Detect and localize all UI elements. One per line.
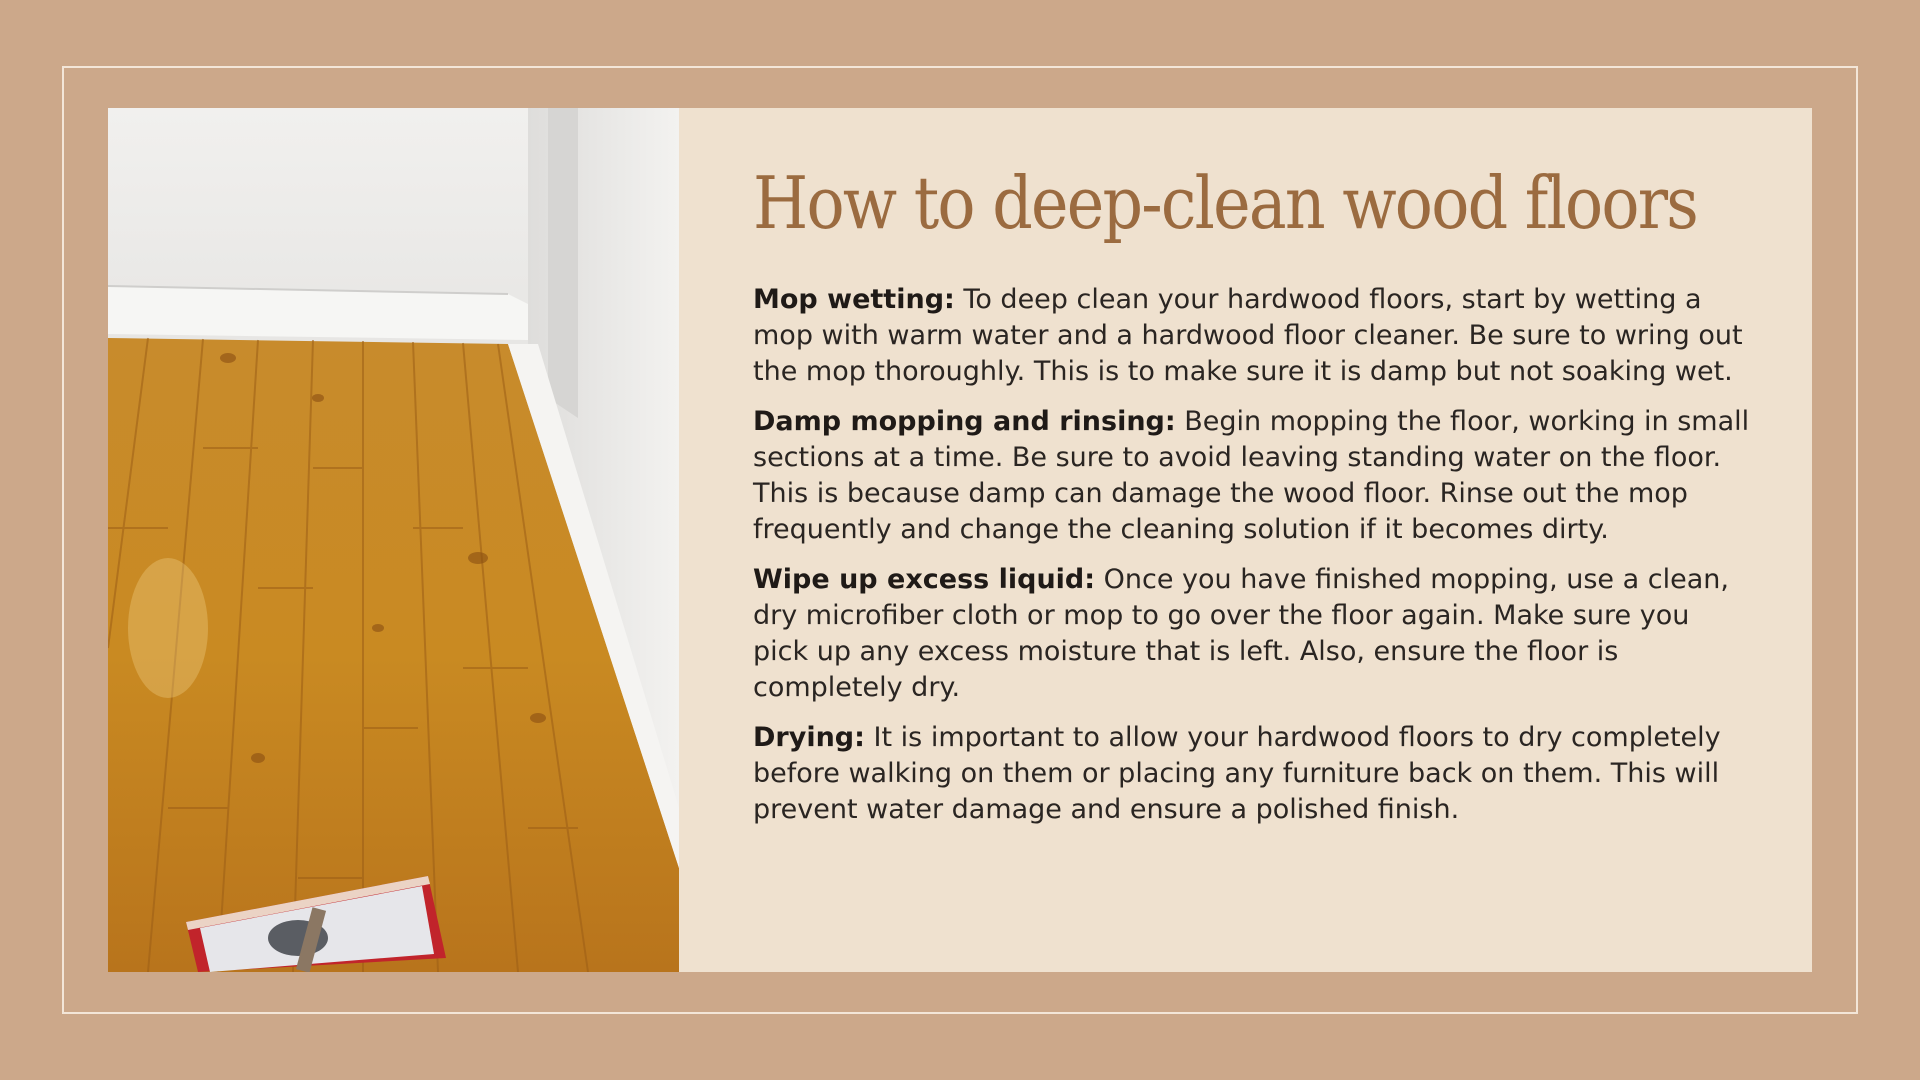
section-body: To deep clean your hardwood floors, start by wetting a mop with warm water and a hardwood floor cleaner. Be sure to wring out the mop thoroughly. This is to make sure it is damp but not soaking wet. bbox=[753, 283, 1743, 387]
section-body: It is important to allow your hardwood floors to dry completely before walking on them or placing any furniture back on them. This will prevent water damage and ensure a polished finish. bbox=[753, 721, 1721, 825]
section-body: Once you have finished mopping, use a clean, dry microfiber cloth or mop to go over the floor again. Make sure you pick up any excess moisture that is left. Also, ensure the floor is completely dry. bbox=[753, 563, 1729, 703]
wood-floor-photo bbox=[108, 108, 679, 972]
section-mop-wetting bbox=[753, 282, 1753, 390]
section-drying bbox=[753, 720, 1753, 828]
section-heading: Damp mopping and rinsing: bbox=[753, 405, 1176, 437]
article-text bbox=[753, 161, 1753, 842]
section-heading: Mop wetting: bbox=[753, 283, 955, 315]
section-heading: Drying: bbox=[753, 721, 865, 753]
page-title: How to deep-clean wood floors bbox=[753, 161, 1698, 245]
section-body: Begin mopping the floor, working in small sections at a time. Be sure to avoid leaving standing water on the floor. This is because damp can damage the wood floor. Rinse out the mop frequently and change the cleaning solution if it becomes dirty. bbox=[753, 405, 1750, 545]
section-heading: Wipe up excess liquid: bbox=[753, 563, 1096, 595]
section-wipe-up bbox=[753, 562, 1753, 706]
slide-card bbox=[108, 108, 1812, 972]
section-damp-mopping bbox=[753, 404, 1753, 548]
